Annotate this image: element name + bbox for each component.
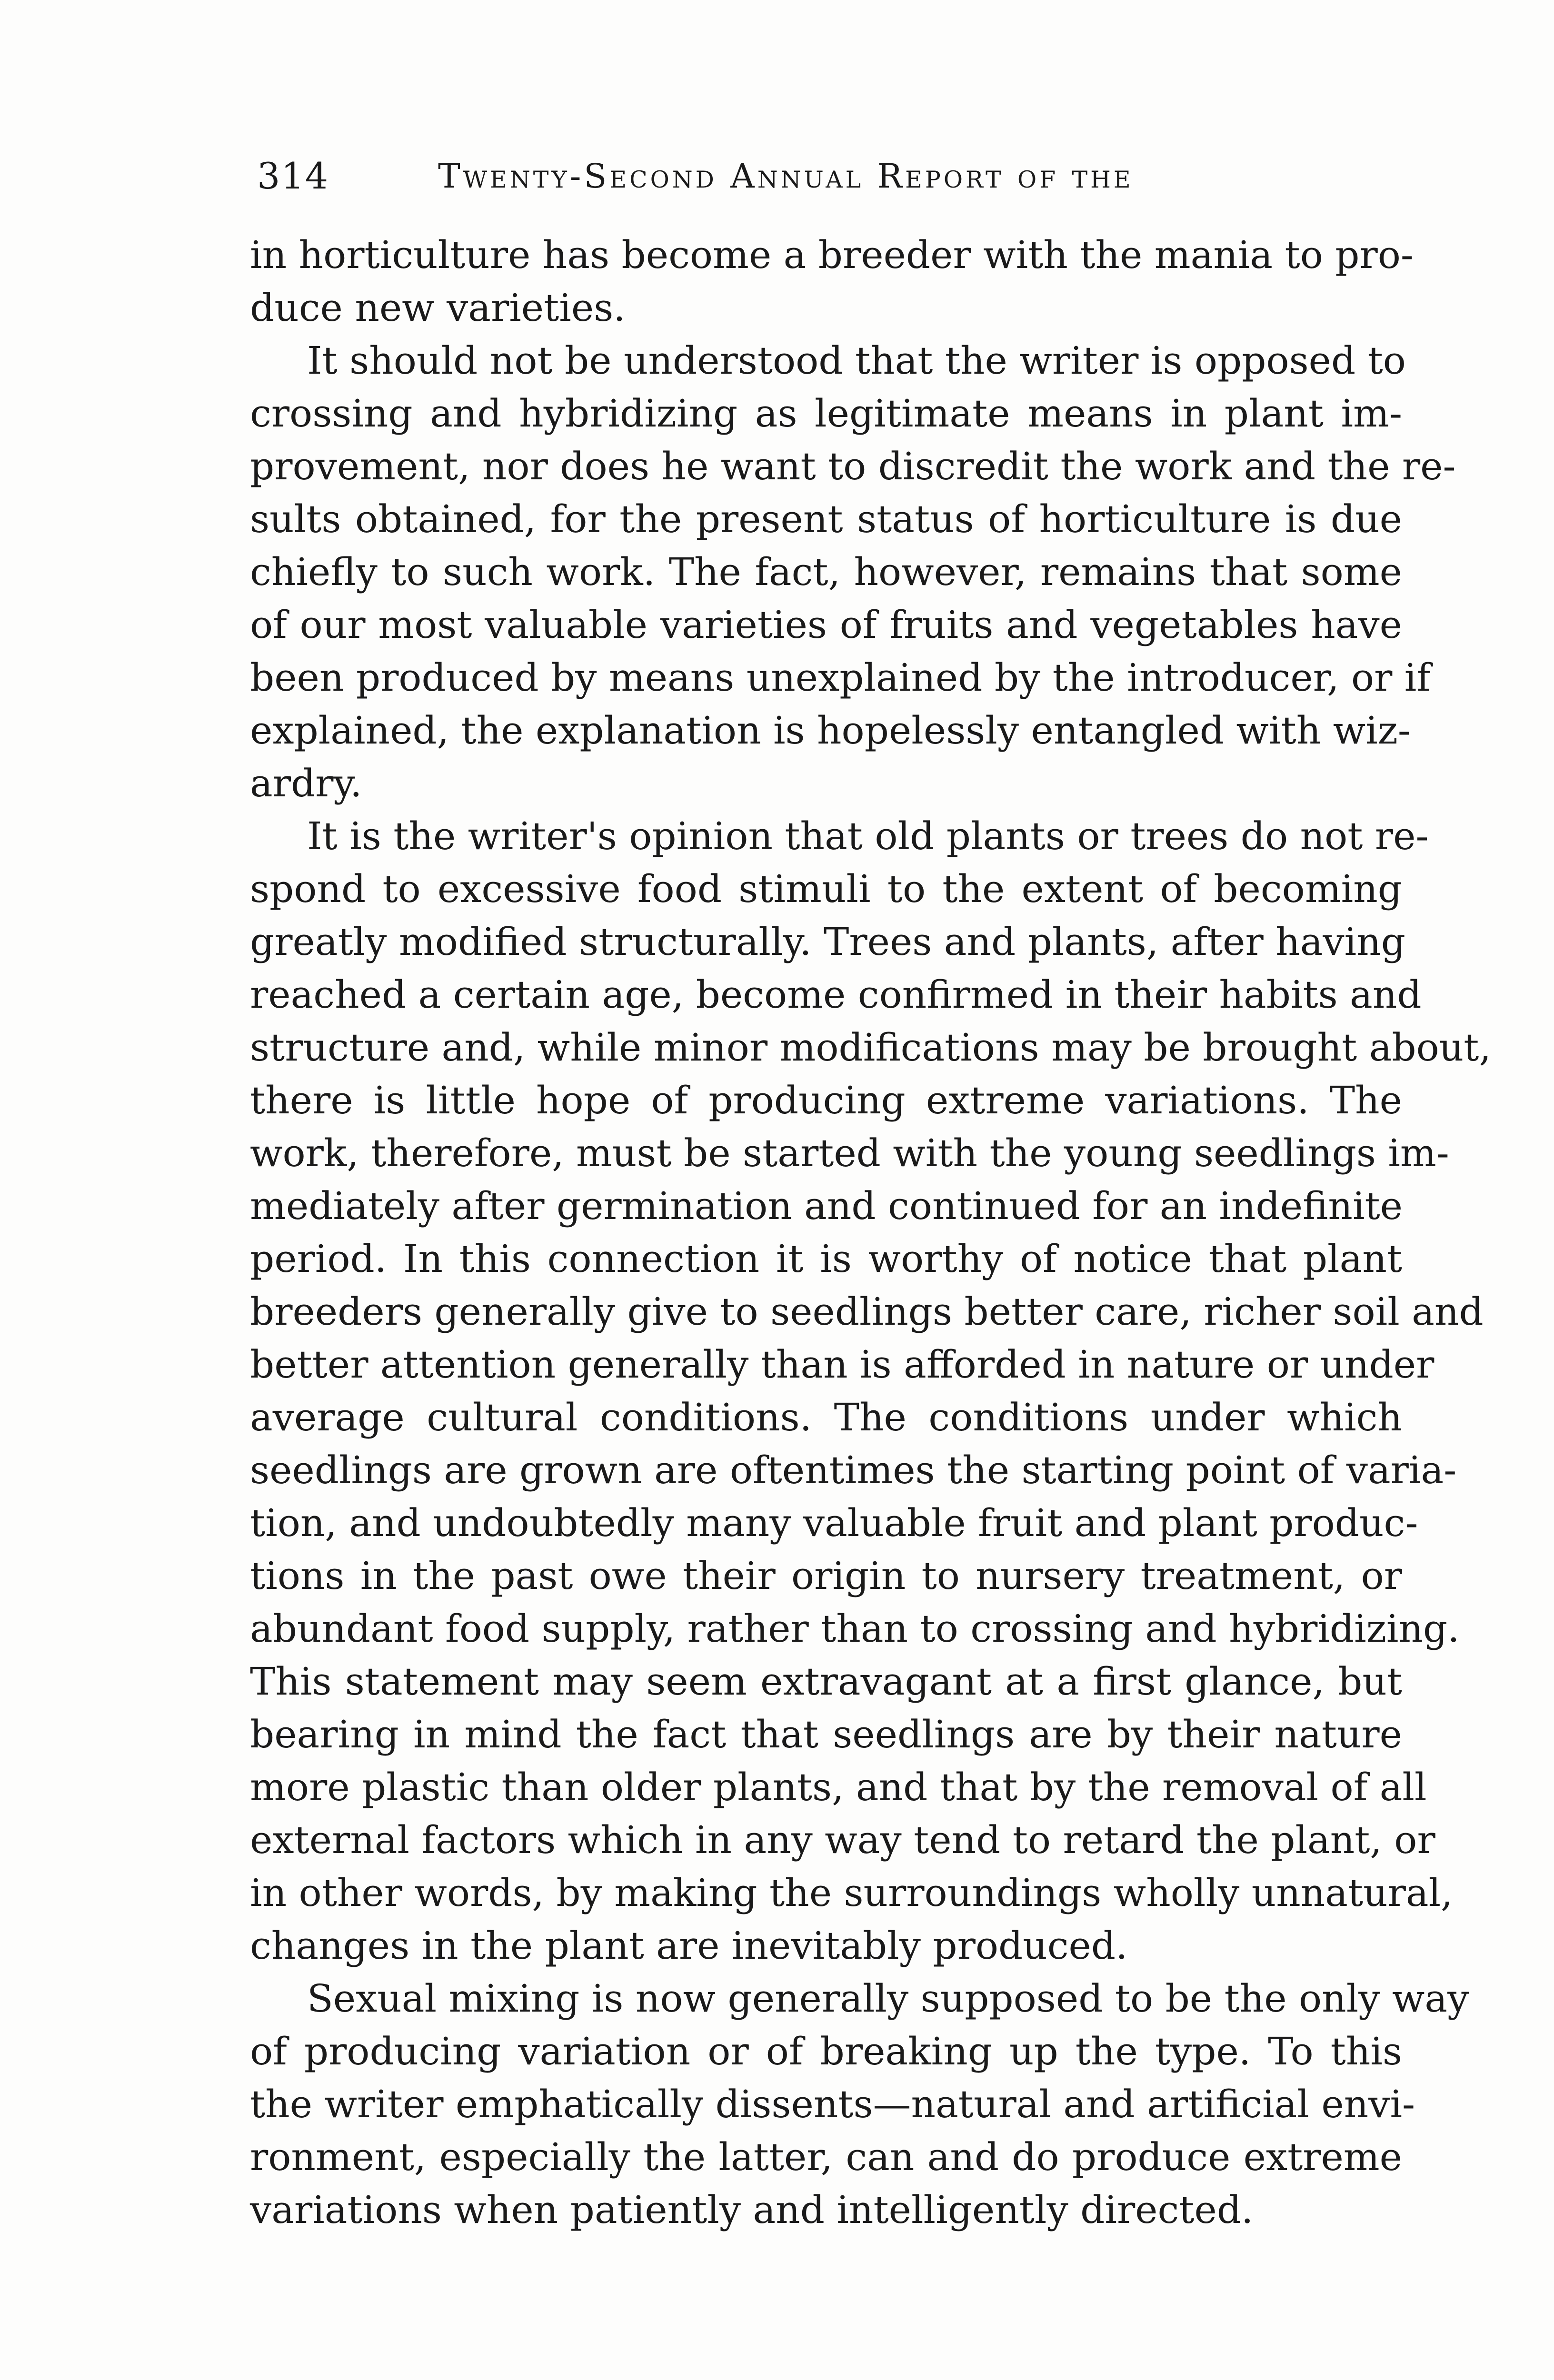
text-line: external factors which in any way tend to retard the plant, or: [250, 1818, 1435, 1862]
text-line: of our most valuable varieties of fruits and vegetables have: [250, 603, 1402, 647]
text-line: ronment, especially the latter, can and do produce extreme: [250, 2135, 1402, 2179]
running-head: Twenty-Second Annual Report of the: [438, 157, 1134, 196]
text-line: It should not be understood that the writer is opposed to: [307, 338, 1406, 383]
text-line: in other words, by making the surroundings wholly unnatural,: [250, 1871, 1453, 1915]
text-line: better attention generally than is afforded in nature or under: [250, 1342, 1434, 1387]
text-line: reached a certain age, become confirmed in their habits and: [250, 972, 1422, 1017]
text-line: bearing in mind the fact that seedlings are by their nature: [250, 1712, 1402, 1756]
text-line: This statement may seem extravagant at a first glance, but: [250, 1659, 1402, 1704]
paragraph-4: [250, 1972, 1469, 2236]
page-header: [257, 143, 1419, 209]
text-line: abundant food supply, rather than to crossing and hybridizing.: [250, 1606, 1460, 1651]
text-line: tions in the past owe their origin to nursery treatment, or: [250, 1554, 1402, 1598]
paragraph-1: [250, 228, 1414, 334]
text-line: ardry.: [250, 761, 362, 805]
text-line: in horticulture has become a breeder with the mania to pro-: [250, 233, 1414, 277]
page-number: 314: [257, 155, 329, 197]
text-line: It is the writer's opinion that old plants or trees do not re-: [307, 814, 1429, 858]
body-text: [250, 228, 1491, 2236]
text-line: been produced by means unexplained by the introducer, or if: [250, 655, 1431, 700]
text-line: seedlings are grown are oftentimes the starting point of varia-: [250, 1448, 1457, 1492]
text-line: spond to excessive food stimuli to the extent of becoming: [250, 867, 1402, 911]
text-line: crossing and hybridizing as legitimate means in plant im-: [250, 391, 1402, 436]
text-line: structure and, while minor modifications may be brought about,: [250, 1025, 1491, 1070]
text-line: of producing variation or of breaking up the type. To this: [250, 2029, 1402, 2073]
text-line: tion, and undoubtedly many valuable fruit and plant produc-: [250, 1501, 1418, 1545]
text-line: there is little hope of producing extreme variations. The: [250, 1078, 1402, 1122]
text-line: chiefly to such work. The fact, however, remains that some: [250, 550, 1402, 594]
paragraph-2: [250, 334, 1456, 810]
text-line: period. In this connection it is worthy of notice that plant: [250, 1237, 1402, 1281]
text-line: breeders generally give to seedlings better care, richer soil and: [250, 1289, 1484, 1334]
text-line: variations when patiently and intelligently directed.: [250, 2188, 1254, 2232]
text-line: Sexual mixing is now generally supposed to be the only way: [307, 1976, 1469, 2021]
text-line: changes in the plant are inevitably produced.: [250, 1924, 1128, 1968]
text-line: provement, nor does he want to discredit the work and the re-: [250, 444, 1456, 488]
text-line: the writer emphatically dissents—natural and artificial envi-: [250, 2082, 1415, 2126]
text-line: sults obtained, for the present status of horticulture is due: [250, 497, 1402, 541]
paragraph-3: [250, 810, 1491, 1972]
text-line: duce new varieties.: [250, 286, 626, 330]
text-line: explained, the explanation is hopelessly entangled with wiz-: [250, 708, 1411, 753]
text-line: mediately after germination and continued for an indefinite: [250, 1184, 1403, 1228]
text-line: more plastic than older plants, and that by the removal of all: [250, 1765, 1427, 1809]
text-line: average cultural conditions. The conditions under which: [250, 1395, 1402, 1439]
text-line: greatly modified structurally. Trees and plants, after having: [250, 920, 1405, 964]
text-line: work, therefore, must be started with the young seedlings im-: [250, 1131, 1449, 1175]
